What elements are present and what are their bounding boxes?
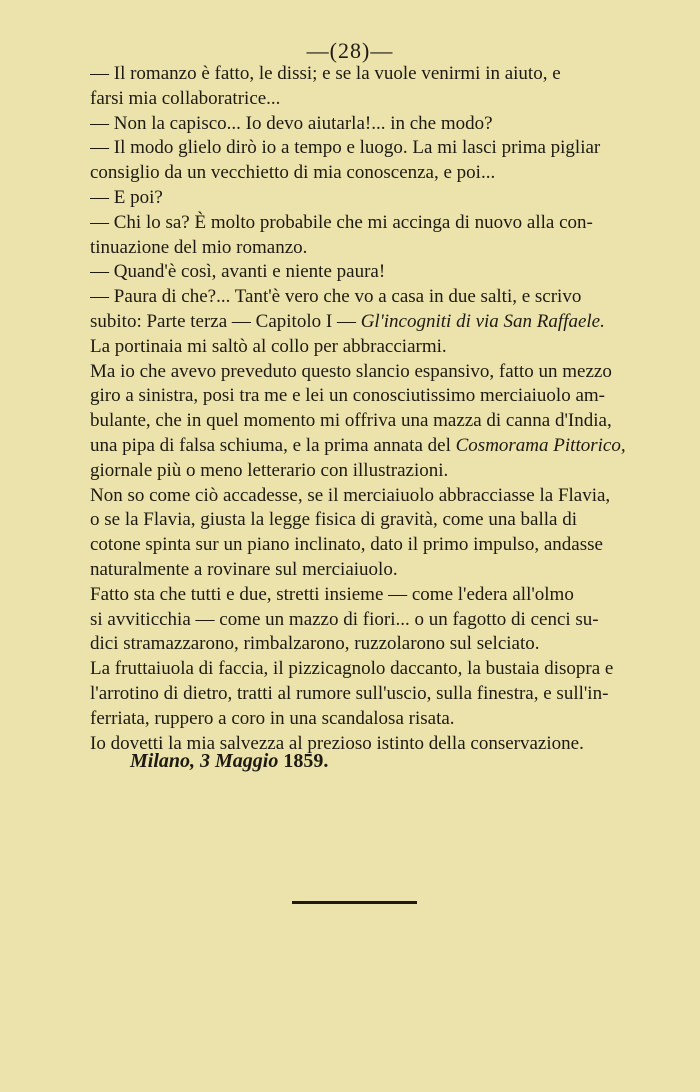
text-line: — Quand'è così, avanti e niente paura!	[90, 261, 386, 283]
text-line: bulante, che in quel momento mi offriva una mazza di canna d'India,	[90, 410, 612, 432]
text-line: naturalmente a rovinare sul merciaiuolo.	[90, 558, 398, 580]
page-number: —(28)—	[306, 38, 394, 63]
text-line-start: una pipa di falsa schiuma, e la prima annata del	[90, 434, 456, 456]
text-line: — Chi lo sa? È molto probabile che mi accinga di nuovo alla con-	[90, 211, 593, 233]
text-line: consiglio da un vecchietto di mia conoscenza, e poi...	[90, 162, 496, 184]
place-date: Milano, 3 Maggio	[130, 750, 284, 772]
text-line: — Il modo glielo dirò io a tempo e luogo. La mi lasci prima pigliar	[90, 137, 601, 159]
text-line: giornale più o meno letterario con illustrazioni.	[90, 459, 449, 481]
text-line: Ma io che avevo preveduto questo slancio espansivo, fatto un mezzo	[90, 360, 612, 382]
magazine-title: Cosmorama Pittorico,	[455, 434, 626, 456]
text-line: l'arrotino di dietro, tratti al rumore sull'uscio, sulla finestra, e sull'in-	[90, 682, 609, 704]
text-line	[90, 310, 666, 335]
text-line: Fatto sta che tutti e due, stretti insieme — come l'edera all'olmo	[90, 583, 574, 605]
year: 1859.	[283, 750, 329, 772]
text-line: tinuazione del mio romanzo.	[90, 236, 308, 258]
body-text	[90, 62, 666, 756]
place-date-signature	[130, 750, 328, 773]
text-line: o se la Flavia, giusta la legge fisica di gravità, come una balla di	[90, 509, 577, 531]
text-line: farsi mia collaboratrice...	[90, 87, 281, 109]
text-line: ferriata, ruppero a coro in una scandalosa risata.	[90, 707, 455, 729]
text-line-start: subito: Parte terza — Capitolo I —	[90, 310, 361, 332]
text-line: — Paura di che?... Tant'è vero che vo a casa in due salti, e scrivo	[90, 286, 582, 308]
text-line: si avviticchia — come un mazzo di fiori... o un fagotto di cenci su-	[90, 608, 599, 630]
text-line: La fruttaiuola di faccia, il pizzicagnolo daccanto, la bustaia disopra e	[90, 658, 614, 680]
text-line: Io dovetti la mia salvezza al prezioso istinto della conservazione.	[90, 732, 584, 754]
text-line: — Il romanzo è fatto, le dissi; e se la vuole venirmi in aiuto, e	[90, 63, 561, 84]
text-line: — Non la capisco... Io devo aiutarla!... in che modo?	[90, 112, 493, 134]
text-line: La portinaia mi saltò al collo per abbracciarmi.	[90, 335, 447, 357]
text-line: giro a sinistra, posi tra me e lei un conosciutissimo merciaiuolo am-	[90, 385, 605, 407]
text-line: Non so come ciò accadesse, se il merciaiuolo abbracciasse la Flavia,	[90, 484, 611, 506]
section-divider	[292, 901, 417, 904]
text-line: dici stramazzarono, rimbalzarono, ruzzolarono sul selciato.	[90, 633, 540, 655]
text-line: — E poi?	[90, 186, 163, 208]
chapter-title: Gl'incogniti di via San Raffaele.	[360, 310, 605, 332]
text-line: cotone spinta sur un piano inclinato, dato il primo impulso, andasse	[90, 534, 603, 556]
text-line	[90, 434, 666, 459]
